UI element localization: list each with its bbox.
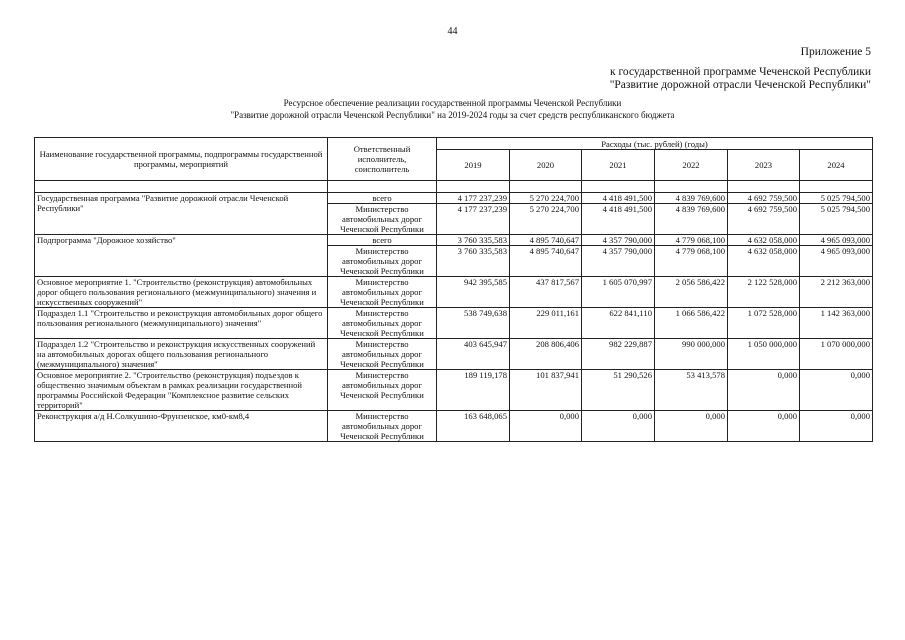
value-cell: 1 142 363,000 bbox=[800, 308, 873, 339]
value-cell: 1 072 528,000 bbox=[728, 308, 800, 339]
row-name: Подпрограмма "Дорожное хозяйство" bbox=[35, 235, 328, 277]
value-cell: 0,000 bbox=[655, 411, 728, 442]
header-year: 2024 bbox=[800, 150, 873, 181]
value-cell: 5 025 794,500 bbox=[800, 193, 873, 204]
row-executor: Министерство автомобильных дорог Чеченской Республики bbox=[328, 339, 437, 370]
value-cell: 4 357 790,000 bbox=[582, 246, 655, 277]
value-cell: 101 837,941 bbox=[510, 370, 582, 411]
row-executor: Министерство автомобильных дорог Чеченской Республики bbox=[328, 204, 437, 235]
row-executor: Министерство автомобильных дорог Чеченской Республики bbox=[328, 411, 437, 442]
row-executor: Министерство автомобильных дорог Чеченской Республики bbox=[328, 370, 437, 411]
value-cell: 4 965 093,000 bbox=[800, 246, 873, 277]
header-year: 2023 bbox=[728, 150, 800, 181]
row-name: Подраздел 1.1 "Строительство и реконструкция автомобильных дорог общего пользования регионального (межмуниципального) значения" bbox=[35, 308, 328, 339]
value-cell: 5 270 224,700 bbox=[510, 193, 582, 204]
appendix-title: Приложение 5 bbox=[800, 46, 871, 58]
value-cell: 229 011,161 bbox=[510, 308, 582, 339]
row-executor: всего bbox=[328, 235, 437, 246]
row-executor: Министерство автомобильных дорог Чеченской Республики bbox=[328, 246, 437, 277]
header-year: 2021 bbox=[582, 150, 655, 181]
row-executor: Министерство автомобильных дорог Чеченской Республики bbox=[328, 308, 437, 339]
table-row bbox=[35, 411, 873, 442]
subtitle-line-2: "Развитие дорожной отрасли Чеченской Республики" bbox=[609, 79, 871, 91]
header-year: 2019 bbox=[437, 150, 510, 181]
value-cell: 0,000 bbox=[800, 370, 873, 411]
row-executor: Министерство автомобильных дорог Чеченской Республики bbox=[328, 277, 437, 308]
value-cell: 5 270 224,700 bbox=[510, 204, 582, 235]
header-year: 2022 bbox=[655, 150, 728, 181]
value-cell: 3 760 335,583 bbox=[437, 246, 510, 277]
value-cell: 622 841,110 bbox=[582, 308, 655, 339]
table-row bbox=[35, 308, 873, 339]
row-executor: всего bbox=[328, 193, 437, 204]
resource-table bbox=[34, 137, 873, 442]
value-cell: 51 290,526 bbox=[582, 370, 655, 411]
value-cell: 2 056 586,422 bbox=[655, 277, 728, 308]
table-row bbox=[35, 235, 873, 246]
value-cell: 4 779 068,100 bbox=[655, 235, 728, 246]
value-cell: 5 025 794,500 bbox=[800, 204, 873, 235]
value-cell: 2 122 528,000 bbox=[728, 277, 800, 308]
value-cell: 0,000 bbox=[510, 411, 582, 442]
value-cell: 2 212 363,000 bbox=[800, 277, 873, 308]
value-cell: 53 413,578 bbox=[655, 370, 728, 411]
row-name: Государственная программа "Развитие дорожной отрасли Чеченской Республики" bbox=[35, 193, 328, 235]
value-cell: 163 648,065 bbox=[437, 411, 510, 442]
value-cell: 4 692 759,500 bbox=[728, 193, 800, 204]
heading-line-2: "Развитие дорожной отрасли Чеченской Республики" на 2019-2024 годы за счет средств республиканского бюджета bbox=[230, 110, 675, 120]
value-cell: 1 066 586,422 bbox=[655, 308, 728, 339]
value-cell: 0,000 bbox=[800, 411, 873, 442]
value-cell: 208 806,406 bbox=[510, 339, 582, 370]
value-cell: 1 605 070,997 bbox=[582, 277, 655, 308]
value-cell: 0,000 bbox=[582, 411, 655, 442]
subtitle-line-1: к государственной программе Чеченской Республики bbox=[610, 66, 871, 78]
value-cell: 437 817,567 bbox=[510, 277, 582, 308]
header-expenses: Расходы (тыс. рублей) (годы) bbox=[437, 138, 873, 150]
header-executor: Ответственный исполнитель, соисполнитель bbox=[328, 138, 437, 181]
row-name: Основное мероприятие 1. "Строительство (реконструкция) автомобильных дорог общего пользования регионального (межмуниципального) значения и искусственных сооружений" bbox=[35, 277, 328, 308]
value-cell: 4 779 068,100 bbox=[655, 246, 728, 277]
value-cell: 403 645,947 bbox=[437, 339, 510, 370]
value-cell: 189 119,178 bbox=[437, 370, 510, 411]
table-row bbox=[35, 370, 873, 411]
value-cell: 4 177 237,239 bbox=[437, 204, 510, 235]
table-row bbox=[35, 339, 873, 370]
value-cell: 538 749,638 bbox=[437, 308, 510, 339]
spacer-row bbox=[35, 181, 873, 193]
value-cell: 4 632 058,000 bbox=[728, 235, 800, 246]
value-cell: 4 965 093,000 bbox=[800, 235, 873, 246]
value-cell: 4 895 740,647 bbox=[510, 235, 582, 246]
row-name: Основное мероприятие 2. "Строительство (реконструкция) подъездов к общественно значимым объектам в рамках реализации государственной программы Российской Федерации "Комплексное развитие сельских территорий" bbox=[35, 370, 328, 411]
row-name: Подраздел 1.2 "Строительство и реконструкция искусственных сооружений на автомобильных дорогах общего пользования регионального (межмуниципального) значения" bbox=[35, 339, 328, 370]
table-row bbox=[35, 277, 873, 308]
value-cell: 4 418 491,500 bbox=[582, 204, 655, 235]
value-cell: 3 760 335,583 bbox=[437, 235, 510, 246]
value-cell: 4 839 769,600 bbox=[655, 193, 728, 204]
value-cell: 0,000 bbox=[728, 370, 800, 411]
value-cell: 4 418 491,500 bbox=[582, 193, 655, 204]
value-cell: 4 357 790,000 bbox=[582, 235, 655, 246]
value-cell: 990 000,000 bbox=[655, 339, 728, 370]
value-cell: 1 050 000,000 bbox=[728, 339, 800, 370]
page-number: 44 bbox=[447, 26, 458, 37]
value-cell: 4 692 759,500 bbox=[728, 204, 800, 235]
value-cell: 982 229,887 bbox=[582, 339, 655, 370]
value-cell: 4 895 740,647 bbox=[510, 246, 582, 277]
heading-line-1: Ресурсное обеспечение реализации государственной программы Чеченской Республики bbox=[283, 98, 622, 108]
value-cell: 1 070 000,000 bbox=[800, 339, 873, 370]
value-cell: 942 395,585 bbox=[437, 277, 510, 308]
value-cell: 4 839 769,600 bbox=[655, 204, 728, 235]
value-cell: 4 177 237,239 bbox=[437, 193, 510, 204]
row-name: Реконструкция а/д Н.Солкушино-Фрунзенское, км0-км8,4 bbox=[35, 411, 328, 442]
header-name: Наименование государственной программы, подпрограммы государственной программы, мероприятий bbox=[35, 138, 328, 181]
header-year: 2020 bbox=[510, 150, 582, 181]
value-cell: 0,000 bbox=[728, 411, 800, 442]
value-cell: 4 632 058,000 bbox=[728, 246, 800, 277]
table-row bbox=[35, 193, 873, 204]
